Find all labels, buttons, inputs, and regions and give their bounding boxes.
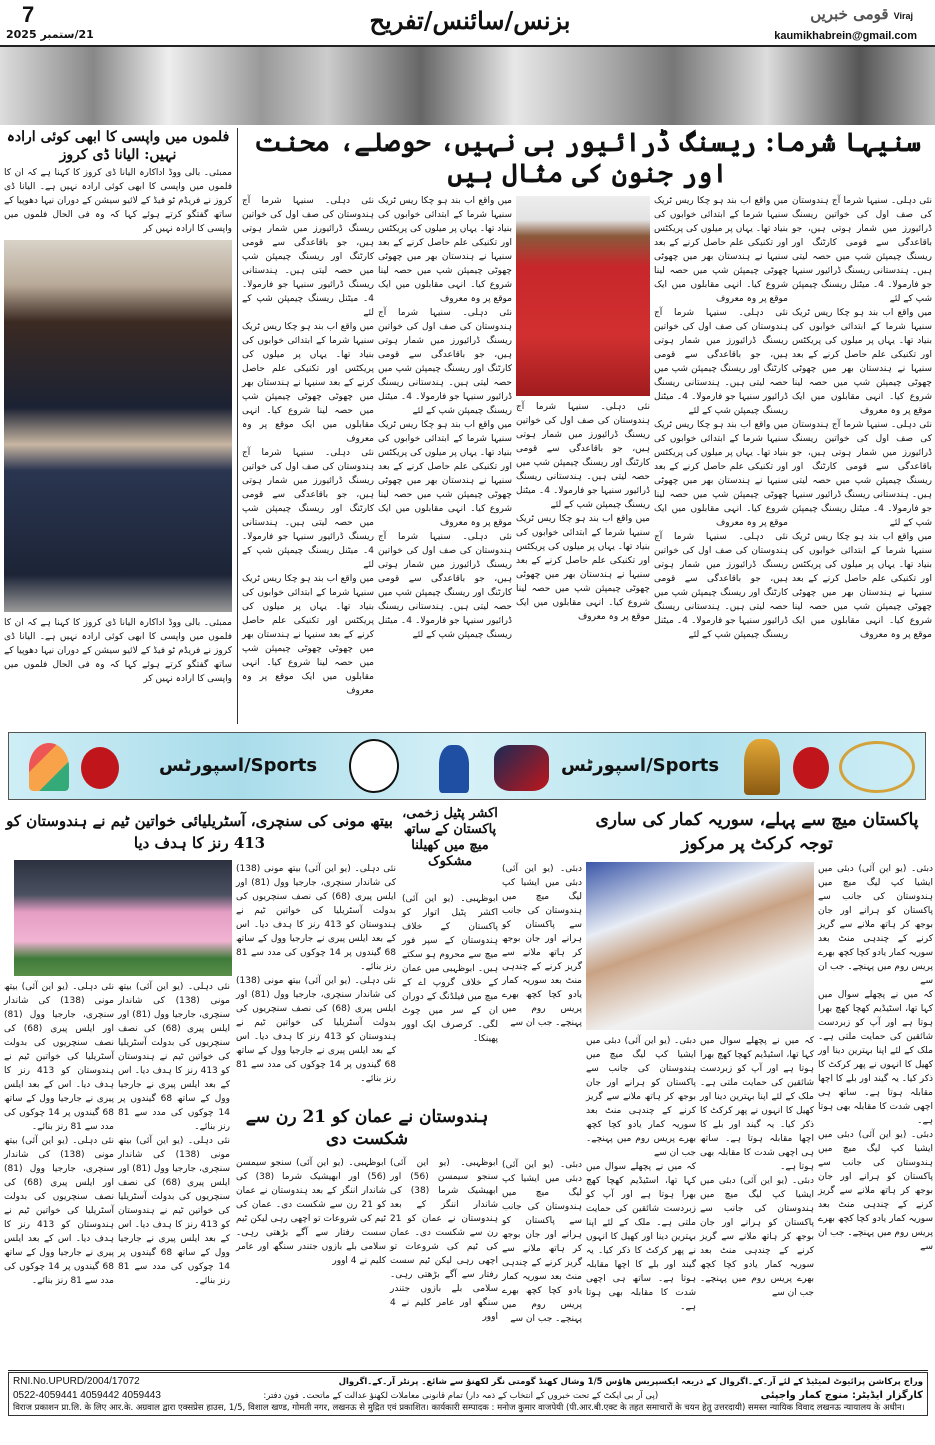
sports-banner (8, 732, 926, 800)
paragraph: میں واقع اب بند ہو چکا ریس ٹریک سنیہا شرما کے ابتدائی خوابوں کی بنیاد تھا۔ یہاں پر میلوں کی پریکٹس اور تکنیکی علم حاصل کرنے کے بعد سنیہا نے ہندستان بھر میں چھوٹی چھوٹی چیمپئن شپ میں حصہ لینا شروع کیا۔ انہی مقابلوں میں ایک موقع پر وہ معروف (242, 322, 374, 444)
sports-label: اسپورٹس/Sports (561, 755, 720, 776)
paragraph: نئی دہلی۔ سنیہا شرما آج ہندوستان کی صف اول کی خواتین ریسنگ ڈرائیورز میں شمار ہوتی ہیں، جو باقاعدگی سے قومی کارٹنگ اور ریسنگ چیمپئن شپ میں حصہ لیتی ہیں۔ ہندستانی ریسنگ ڈرائیور سنیہا جو فارمولا۔ 4۔ میٹنل ریسنگ چیمپئن شپ کے لئے (654, 532, 789, 640)
football-icon (349, 739, 399, 793)
paragraph: دبئی۔ (یو این آئی) دبئی میں ایشیا کپ لیگ میچ میں ہندوستان کی جانب سے پاکستان کو ہرانے اور جان بوجھ کر ہاتھ ملانے سے گریز کرنے کے چندہی منٹ بعد سوریہ کمار یادو کچا کچھ بھرے پریس روم میں پہنچے۔ جب ان سے (586, 1036, 696, 1158)
paragraph: میں واقع اب بند ہو چکا ریس ٹریک سنیہا شرما کے ابتدائی خوابوں کی بنیاد تھا۔ یہاں پر میلوں کی پریکٹس اور تکنیکی علم حاصل کرنے کے بعد سنیہا نے ہندستان بھر میں چھوٹی چھوٹی چیمپئن شپ میں حصہ لینا شروع کیا۔ انہی مقابلوں میں ایک موقع پر وہ معروف (378, 196, 512, 304)
paragraph: ممبئی۔ بالی ووڈ اداکارہ الیانا ڈی کروز کا کہنا ہے کہ ان کا فلموں میں واپسی کا ابھی کوئی ارادہ نہیں ہے۔ الیانا ڈی کروز نے فریڈم ٹو فیڈ کے لائیو سیشن کے دوران نیہا دھوپیا کے ساتھ گفتگو کرتے ہوئے کہا کہ وہ فی الحال فلموں میں واپسی کا ارادہ نہیں کر (4, 618, 232, 684)
paragraph: نئی دہلی۔ سنیہا شرما آج ہندوستان کی صف اول کی خواتین ریسنگ ڈرائیورز میں شمار ہوتی ہیں، جو باقاعدگی سے قومی کارٹنگ اور ریسنگ چیمپئن شپ میں حصہ لیتی ہیں۔ ہندستانی ریسنگ ڈرائیور سنیہا جو فارمولا۔ 4۔ میٹنل ریسنگ چیمپئن شپ کے لئے (378, 532, 513, 640)
paragraph: میں واقع اب بند ہو چکا ریس ٹریک سنیہا شرما کے ابتدائی خوابوں کی بنیاد تھا۔ یہاں پر میلوں کی پریکٹس اور تکنیکی علم حاصل کرنے کے بعد سنیہا نے ہندستان بھر میں چھوٹی چھوٹی چیمپئن شپ میں حصہ لینا شروع کیا۔ انہی مقابلوں میں ایک موقع پر وہ معروف (792, 532, 932, 640)
page-header (0, 0, 935, 46)
lead-article-col (378, 194, 512, 724)
side-article-body (4, 166, 232, 238)
paragraph: میں واقع اب بند ہو چکا ریس ٹریک سنیہا شرما کے ابتدائی خوابوں کی بنیاد تھا۔ یہاں پر میلوں کی پریکٹس اور تکنیکی علم حاصل کرنے کے بعد سنیہا نے ہندستان بھر میں چھوٹی چھوٹی چیمپئن شپ میں حصہ لینا شروع کیا۔ انہی مقابلوں میں ایک موقع پر وہ معروف (516, 514, 650, 622)
logo-text: قومی خبریں (810, 5, 889, 23)
banner-collage-image (0, 47, 935, 125)
paragraph: نئی دہلی۔ (یو این آئی) بیتھ مونی (138) کی شاندار سنچری، جارجیا وول (81) اور ایلس پیری (68) کی نصف سنچریوں کی بدولت آسٹریلیا کی خواتین ٹیم نے ہندوستان کو 413 رنز کا ہدف دیا۔ اس کے بعد ایلس پیری نے جارجیا وول کے ساتھ 68 گیندوں پر 14 چوکوں کی مدد سے 81 رنز بنائے۔ (236, 976, 396, 1084)
surya-article-col (818, 862, 933, 1367)
paragraph: نئی دہلی۔ سنیہا شرما آج ہندوستان کی صف اول کی خواتین ریسنگ ڈرائیورز میں شمار ہوتی ہیں، جو باقاعدگی سے قومی کارٹنگ اور ریسنگ چیمپئن شپ میں حصہ لیتی ہیں۔ ہندستانی ریسنگ ڈرائیور سنیہا جو فارمولا۔ 4۔ میٹنل ریسنگ چیمپئن شپ کے لئے (516, 402, 651, 510)
mooney-article-col (4, 980, 114, 1367)
page-number: 7 (22, 2, 35, 27)
mooney-article-col (236, 862, 396, 1102)
paragraph: میں واقع اب بند ہو چکا ریس ٹریک سنیہا شرما کے ابتدائی خوابوں کی بنیاد تھا۔ یہاں پر میلوں کی پریکٹس اور تکنیکی علم حاصل کرنے کے بعد سنیہا نے ہندستان بھر میں چھوٹی چھوٹی چیمپئن شپ میں حصہ لینا شروع کیا۔ انہی مقابلوں میں ایک موقع پر وہ معروف (654, 196, 788, 304)
paragraph: ابوظہبی۔ (یو این آئی) سنجو سیمسن (56) اور ابھیشیک شرما (38) کی شاندار اننگز کے بعد ہندوستان نے عمان کو 21 رن سے شکست دی۔ عمان کی ٹیم کی شروعات تو اچھی رہی لیکن ٹیم سست رفتار سے آگے بڑھتی رہی۔ سلامی بلے بازوں جتندر سنگھ اور عامر کلیم نے 4 اوور (390, 1158, 498, 1322)
paragraph: ابوظہبی۔ (یو این آئی) سنجو سیمسن (56) اور ابھیشیک شرما (38) کی شاندار اننگز کے بعد ہندوستان نے عمان کو 21 رن سے شکست دی۔ عمان کی ٹیم کی شروعات تو اچھی رہی لیکن ٹیم سست رفتار سے آگے بڑھتی رہی۔ سلامی بلے بازوں جتندر سنگھ اور عامر کلیم نے 4 اوور (236, 1158, 386, 1266)
footer (8, 1372, 928, 1416)
paragraph: دبئی۔ (یو این آئی) دبئی میں ایشیا کپ لیگ میچ میں ہندوستان کی جانب سے پاکستان کو ہرانے اور جان بوجھ کر ہاتھ ملانے سے گریز کرنے کے چندہی منٹ بعد سوریہ کمار یادو کچا کچھ بھرے پریس روم میں پہنچے۔ جب ان سے (700, 1176, 814, 1298)
hockey-icon (494, 745, 549, 791)
paragraph: نئی دہلی۔ سنیہا شرما آج ہندوستان کی صف اول کی خواتین ریسنگ ڈرائیورز میں شمار ہوتی ہیں، جو باقاعدگی سے قومی کارٹنگ اور ریسنگ چیمپئن شپ میں حصہ لیتی ہیں۔ ہندستانی ریسنگ ڈرائیور سنیہا جو فارمولا۔ 4۔ میٹنل ریسنگ چیمپئن شپ کے لئے (378, 308, 513, 416)
paragraph: کہ میں نے پچھلے سوال میں کہا تھا، اسٹیڈیم کھچا کھچ بھرا ہوتا ہے اور آپ کو زبردست شائقین کی حمایت ملتی ہے۔ ملک کے لئے اپنا بہترین دینا اور کھیل کا انہوں نے پھر کرکٹ کا ذکر کیا۔ یہ گیند اور بلے کا اچھا مقابلہ ہوتا ہے۔ ساتھ ہی اچھی شدت کا مقابلہ بھی ہوتا ہے۔ (818, 990, 933, 1126)
paragraph: نئی دہلی۔ سنیہا شرما آج ہندوستان کی صف اول کی خواتین ریسنگ ڈرائیورز میں شمار ہوتی ہیں، جو باقاعدگی سے قومی کارٹنگ اور ریسنگ چیمپئن شپ میں حصہ لیتی ہیں۔ ہندستانی ریسنگ ڈرائیور سنیہا جو فارمولا۔ 4۔ میٹنل ریسنگ چیمپئن شپ کے لئے (792, 196, 933, 304)
surya-article-col (502, 1158, 582, 1367)
surya-article-col (700, 1034, 814, 1367)
racer-photo (516, 196, 650, 396)
surya-article-col (586, 1034, 696, 1367)
contact-email[interactable]: kaumikhabrein@gmail.com (774, 30, 917, 42)
paragraph: نئی دہلی۔ سنیہا شرما آج ہندوستان کی صف اول کی خواتین ریسنگ ڈرائیورز میں شمار ہوتی ہیں، جو باقاعدگی سے قومی کارٹنگ اور ریسنگ چیمپئن شپ میں حصہ لیتی ہیں۔ ہندستانی ریسنگ ڈرائیور سنیہا جو فارمولا۔ 4۔ میٹنل ریسنگ چیمپئن شپ کے لئے (654, 308, 789, 416)
paragraph: نئی دہلی۔ (یو این آئی) بیتھ مونی (138) کی شاندار سنچری، جارجیا وول (81) اور ایلس پیری (68) کی نصف سنچریوں کی بدولت آسٹریلیا کی خواتین ٹیم نے ہندوستان کو 413 رنز کا ہدف دیا۔ اس کے بعد ایلس پیری نے جارجیا وول کے ساتھ 68 گیندوں پر 14 چوکوں کی مدد سے 81 رنز بنائے۔ (4, 1136, 114, 1286)
women-cricket-team-photo (14, 860, 232, 976)
surya-article-col (502, 862, 582, 1102)
lead-article-col (242, 194, 374, 724)
paragraph: نئی دہلی۔ (یو این آئی) بیتھ مونی (138) کی شاندار سنچری، جارجیا وول (81) اور ایلس پیری (68) کی نصف سنچریوں کی بدولت آسٹریلیا کی خواتین ٹیم نے ہندوستان کو 413 رنز کا ہدف دیا۔ اس کے بعد ایلس پیری نے جارجیا وول کے ساتھ 68 گیندوں پر 14 چوکوں کی مدد سے 81 رنز بنائے۔ (118, 1136, 230, 1286)
actress-photo (4, 240, 232, 612)
paragraph: دبئی۔ (یو این آئی) دبئی میں ایشیا کپ لیگ میچ میں ہندوستان کی جانب سے پاکستان کو ہرانے اور جان بوجھ کر ہاتھ ملانے سے گریز کرنے کے چندہی منٹ بعد سوریہ کمار یادو کچا کچھ بھرے پریس روم میں پہنچے۔ جب ان سے (502, 1160, 582, 1324)
footer-phones: 0522-4059441 4059442 4059443 (13, 1390, 161, 1401)
paragraph: کہ میں نے پچھلے سوال میں کہا تھا، اسٹیڈیم کھچا کھچ بھرا ہوتا ہے اور آپ کو زبردست شائقین کی حمایت ملتی ہے۔ ملک کے لئے اپنا بہترین دینا اور کھیل کا انہوں نے پھر کرکٹ کا ذکر کیا۔ یہ گیند اور بلے کا اچھا مقابلہ ہوتا ہے۔ ساتھ ہی اچھی شدت کا مقابلہ بھی ہوتا ہے۔ (586, 1162, 696, 1312)
logo (753, 4, 913, 26)
mooney-article-col (118, 980, 230, 1367)
paragraph: نئی دہلی۔ (یو این آئی) بیتھ مونی (138) کی شاندار سنچری، جارجیا وول (81) اور ایلس پیری (68) کی نصف سنچریوں کی بدولت آسٹریلیا کی خواتین ٹیم نے ہندوستان کو 413 رنز کا ہدف دیا۔ اس کے بعد ایلس پیری نے جارجیا وول کے ساتھ 68 گیندوں پر 14 چوکوں کی مدد سے 81 رنز بنائے۔ (4, 982, 114, 1132)
footer-rni: RNI.No.UPURD/2004/17072 (13, 1375, 140, 1387)
lead-article-col (654, 194, 788, 724)
cricket-ball-icon (793, 747, 829, 789)
akshar-article-headline: اکشر پٹیل زخمی، پاکستان کے ساتھ میچ میں کھیلنا مشکوک (402, 806, 498, 869)
oman-article-col (390, 1156, 498, 1367)
side-article-headline: فلموں میں واپسی کا ابھی کوئی ارادہ نہیں: الیانا ڈی کروز (6, 129, 230, 163)
tennis-rackets-icon (839, 741, 915, 793)
footer-hindi-line: विराज प्रकाशन प्रा.लि. के लिए आर.के. अग्रवाल द्वारा एक्सप्रेस हाउस, 1/5, विशाल खण्ड, गोमती नगर, लखनऊ से मुद्रित एवं प्रकाशित। कार्यकारी सम्पादक : मनोज कुमार वाजपेयी (पी.आर.बी.एक्ट के तहत समाचारों के चयन हेतु उत्तरदायी) समस्त न्यायिक विवाद लखनऊ न्यायालय के अधीन। (13, 1403, 905, 1413)
lead-article-col (792, 194, 932, 724)
paragraph: ابوظہبی۔ (یو این آئی) اکشر پٹیل اتوار کو پاکستان کے خلاف ہندوستان کے سپر فور میچ سے محروم ہو سکتے ہیں۔ ابوظہبی میں عمان کے خلاف گروپ اے کے میچ میں فیلڈنگ کے دوران ان کے سر میں چوٹ لگی۔ کرصرف ایک اوور پھینکا۔ (402, 894, 498, 1044)
footer-note: (پی آر بی ایکٹ کے تحت خبروں کے انتخاب کے ذمہ دار) تمام قانونی معاملات لکھنؤ عدالت کے ماتحت۔ فون دفتر: (263, 1391, 659, 1401)
section-title: بزنس/سائنس/تفریح (369, 6, 571, 35)
mooney-article-headline: بیتھ مونی کی سنچری، آسٹریلیائی خواتین ٹیم نے ہندوستان کو 413 رنز کا ہدف دیا (6, 812, 393, 852)
paragraph: ممبئی۔ بالی ووڈ اداکارہ الیانا ڈی کروز کا کہنا ہے کہ ان کا فلموں میں واپسی کا ابھی کوئی ارادہ نہیں ہے۔ الیانا ڈی کروز نے فریڈم ٹو فیڈ کے لائیو سیشن کے دوران نیہا دھوپیا کے ساتھ گفتگو کرتے ہوئے کہا کہ وہ فی الحال فلموں میں واپسی کا ارادہ نہیں کر (4, 168, 232, 234)
footer-row-1 (13, 1374, 923, 1388)
akshar-article-body (402, 892, 498, 1102)
surya-article-headline: پاکستان میچ سے پہلے، سوریہ کمار کی ساری توجہ کرکٹ پر مرکوز (595, 810, 919, 854)
paragraph: نئی دہلی۔ سنیہا شرما آج ہندوستان کی صف اول کی خواتین ریسنگ ڈرائیورز میں شمار ہوتی ہیں، جو باقاعدگی سے قومی کارٹنگ اور ریسنگ چیمپئن شپ میں حصہ لیتی ہیں۔ ہندستانی ریسنگ ڈرائیور سنیہا جو فارمولا۔ 4۔ میٹنل ریسنگ چیمپئن شپ کے لئے (242, 448, 374, 570)
lead-article-headline: سنیہا شرما: ریسنگ ڈرائیور ہی نہیں، حوصلے، محنت اور جنون کی مثال ہیں (253, 128, 922, 189)
paragraph: دبئی۔ (یو این آئی) دبئی میں ایشیا کپ لیگ میچ میں ہندوستان کی جانب سے پاکستان کو ہرانے اور جان بوجھ کر ہاتھ ملانے سے گریز کرنے کے چندہی منٹ بعد سوریہ کمار یادو کچا کچھ بھرے پریس روم میں پہنچے۔ جب ان سے (502, 864, 582, 1028)
issue-date: 21/ستمبر 2025 (6, 28, 94, 41)
paragraph: نئی دہلی۔ سنیہا شرما آج ہندوستان کی صف اول کی خواتین ریسنگ ڈرائیورز میں شمار ہوتی ہیں، جو باقاعدگی سے قومی کارٹنگ اور ریسنگ چیمپئن شپ میں حصہ لیتی ہیں۔ ہندستانی ریسنگ ڈرائیور سنیہا جو فارمولا۔ 4۔ میٹنل ریسنگ چیمپئن شپ کے لئے (792, 420, 933, 528)
sports-label: اسپورٹس/Sports (159, 755, 318, 776)
shuttlecock-icon (29, 743, 69, 791)
paragraph: میں واقع اب بند ہو چکا ریس ٹریک سنیہا شرما کے ابتدائی خوابوں کی بنیاد تھا۔ یہاں پر میلوں کی پریکٹس اور تکنیکی علم حاصل کرنے کے بعد سنیہا نے ہندستان بھر میں چھوٹی چھوٹی چیمپئن شپ میں حصہ لینا شروع کیا۔ انہی مقابلوں میں ایک موقع پر وہ معروف (792, 308, 932, 416)
oman-article-col (236, 1156, 386, 1367)
paragraph: نئی دہلی۔ (یو این آئی) بیتھ مونی (138) کی شاندار سنچری، جارجیا وول (81) اور ایلس پیری (68) کی نصف سنچریوں کی بدولت آسٹریلیا کی خواتین ٹیم نے ہندوستان کو 413 رنز کا ہدف دیا۔ اس کے بعد ایلس پیری نے جارجیا وول کے ساتھ 68 گیندوں پر 14 چوکوں کی مدد سے 81 رنز بنائے۔ (236, 864, 396, 972)
footer-publisher-line: وراج پرکاشن پرائیوٹ لمیٹیڈ کے لئے آر۔کے۔اگروال کے ذریعہ ایکسپریس ھاؤس 1/5 وشال کھنڈ گومتی نگر لکھنؤ سے شائع۔ پرنٹر آر۔کے۔اگروال (338, 1376, 923, 1387)
paragraph: میں واقع اب بند ہو چکا ریس ٹریک سنیہا شرما کے ابتدائی خوابوں کی بنیاد تھا۔ یہاں پر میلوں کی پریکٹس اور تکنیکی علم حاصل کرنے کے بعد سنیہا نے ہندستان بھر میں چھوٹی چھوٹی چیمپئن شپ میں حصہ لینا شروع کیا۔ انہی مقابلوں میں ایک موقع پر وہ معروف (378, 420, 512, 528)
paragraph: نئی دہلی۔ (یو این آئی) بیتھ مونی (138) کی شاندار سنچری، جارجیا وول (81) اور ایلس پیری (68) کی نصف سنچریوں کی بدولت آسٹریلیا کی خواتین ٹیم نے ہندوستان کو 413 رنز کا ہدف دیا۔ اس کے بعد ایلس پیری نے جارجیا وول کے ساتھ 68 گیندوں پر 14 چوکوں کی مدد سے 81 رنز بنائے۔ (118, 982, 230, 1132)
side-article-body-cont (4, 616, 232, 722)
oman-article-headline: ہندوستان نے عمان کو 21 رن سے شکست دی (245, 1107, 489, 1149)
suryakumar-photo (586, 862, 814, 1030)
trophy-icon (744, 739, 780, 795)
paragraph: نئی دہلی۔ سنیہا شرما آج ہندوستان کی صف اول کی خواتین ریسنگ ڈرائیورز میں شمار ہوتی ہیں، جو باقاعدگی سے قومی کارٹنگ اور ریسنگ چیمپئن شپ میں حصہ لیتی ہیں۔ ہندستانی ریسنگ ڈرائیور سنیہا جو فارمولا۔ 4۔ میٹنل ریسنگ چیمپئن شپ کے لئے (242, 196, 374, 318)
paragraph: میں واقع اب بند ہو چکا ریس ٹریک سنیہا شرما کے ابتدائی خوابوں کی بنیاد تھا۔ یہاں پر میلوں کی پریکٹس اور تکنیکی علم حاصل کرنے کے بعد سنیہا نے ہندستان بھر میں چھوٹی چھوٹی چیمپئن شپ میں حصہ لینا شروع کیا۔ انہی مقابلوں میں ایک موقع پر وہ معروف (242, 574, 374, 696)
lead-article-col (516, 400, 650, 724)
footer-row-2 (13, 1388, 923, 1403)
paragraph: کہ میں نے پچھلے سوال میں کہا تھا، اسٹیڈیم کھچا کھچ بھرا ہوتا ہے اور آپ کو زبردست شائقین کی حمایت ملتی ہے۔ ملک کے لئے اپنا بہترین دینا اور کھیل کا انہوں نے پھر کرکٹ کا ذکر کیا۔ یہ گیند اور بلے کا اچھا مقابلہ ہوتا ہے۔ ساتھ ہی اچھی شدت کا مقابلہ بھی ہوتا ہے۔ (700, 1036, 814, 1172)
footer-editor: کارگزار ایڈیٹر: منوج کمار واجپئی (760, 1390, 923, 1401)
paragraph: دبئی۔ (یو این آئی) دبئی میں ایشیا کپ لیگ میچ میں ہندوستان کی جانب سے پاکستان کو ہرانے اور جان بوجھ کر ہاتھ ملانے سے گریز کرنے کے چندہی منٹ بعد سوریہ کمار یادو کچا کچھ بھرے پریس روم میں پہنچے۔ جب ان سے (818, 864, 933, 986)
batsman-icon (439, 745, 469, 793)
cricket-ball-icon (81, 747, 119, 789)
paragraph: میں واقع اب بند ہو چکا ریس ٹریک سنیہا شرما کے ابتدائی خوابوں کی بنیاد تھا۔ یہاں پر میلوں کی پریکٹس اور تکنیکی علم حاصل کرنے کے بعد سنیہا نے ہندستان بھر میں چھوٹی چھوٹی چیمپئن شپ میں حصہ لینا شروع کیا۔ انہی مقابلوں میں ایک موقع پر وہ معروف (654, 420, 788, 528)
paragraph: دبئی۔ (یو این آئی) دبئی میں ایشیا کپ لیگ میچ میں ہندوستان کی جانب سے پاکستان کو ہرانے اور جان بوجھ کر ہاتھ ملانے سے گریز کرنے کے چندہی منٹ بعد سوریہ کمار یادو کچا کچھ بھرے پریس روم میں پہنچے۔ جب ان سے (818, 1130, 933, 1252)
logo-brand: Viraj (893, 11, 913, 21)
